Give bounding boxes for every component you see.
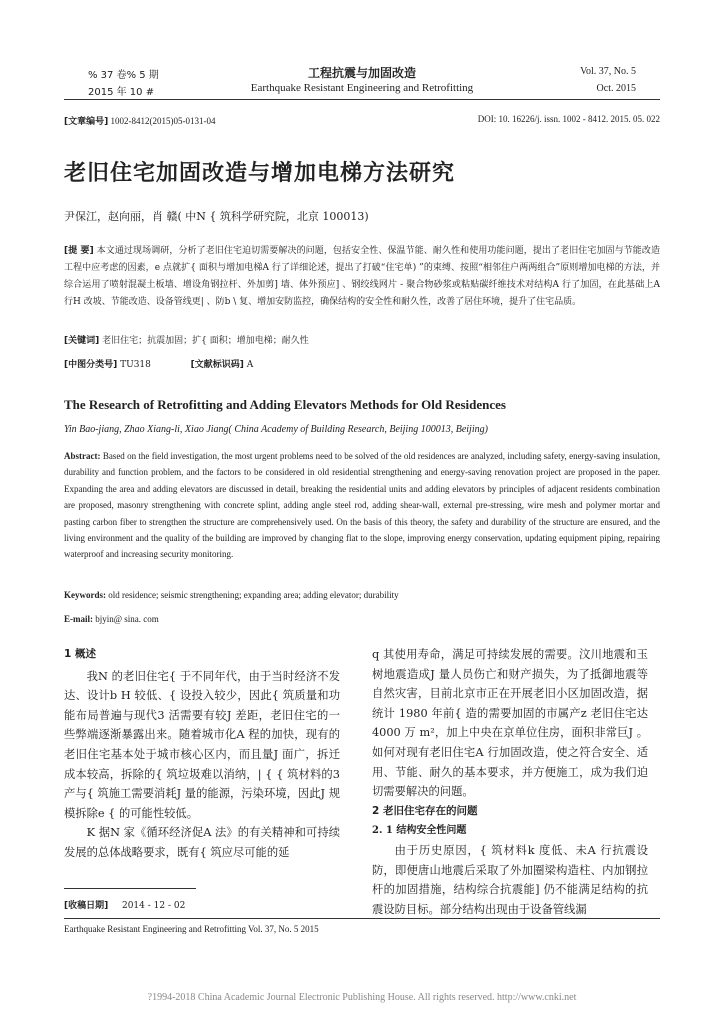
keywords-en-text: old residence; seismic strengthening; expanding area; adding elevator; durability [108, 590, 399, 600]
journal-name-zh: 工程抗震与加固改造 [307, 66, 416, 80]
body-column-right [372, 645, 648, 919]
keywords-zh-text: 老旧住宅；抗震加固；扩{ 面积；增加电梯；耐久性 [102, 336, 309, 346]
abstract-zh [64, 243, 660, 311]
header-rule [64, 99, 660, 100]
authors-en: Yin Bao-jiang, Zhao Xiang-li, Xiao Jiang( China Academy of Building Research, Beijing 100013, Beijing) [64, 424, 488, 435]
paper-title-en: The Research of Retrofitting and Adding Elevators Methods for Old Residences [64, 397, 506, 412]
article-number-label: [文章编号] [64, 117, 109, 127]
email-label: E-mail: [64, 614, 93, 624]
journal-name-en: Earthquake Resistant Engineering and Retrofitting [250, 82, 474, 94]
section-2-1-heading: 2. 1 结构安全性问题 [372, 825, 467, 837]
doc-code-value: A [246, 360, 254, 370]
section-1-heading: 1 概述 [64, 648, 96, 660]
body-paragraph: 由于历史原因，{ 筑材料k 度低、未A 行抗震设防，即便唐山地震后采取了外加圈梁构造柱、内加钢拉杆的加固措施，结构综合抗震能] 仍不能满足结构的抗震设防目标。部分结构出现由于设备管线漏 [372, 843, 648, 916]
email-address[interactable]: bjyin@ sina. com [95, 614, 159, 624]
author-email [64, 611, 660, 628]
received-value: 2014 - 12 - 02 [121, 901, 186, 911]
footer-journal: Earthquake Resistant Engineering and Retrofitting Vol. 37, No. 5 2015 [64, 924, 319, 934]
body-paragraph: 我N 的老旧住宅{ 于不同年代，由于当时经济不发达、设计b H 较低、{ 设投入较少，因此{ 筑质量和功能布局普遍与现代3 活需要有较J 差距，老旧住宅的一些弊端逐渐暴露出来。随着城市化A 程的加快，现有的老旧住宅基本处于城市核心区内，而且量J 面广，拆迁成本较高，拆除的{ 筑垃圾难以消纳，| { { 筑材料的3 产与{ 筑施工需要消耗J 量的能源，污染环境，因此J 规模拆除e { 的可能性较低。 [64, 669, 340, 820]
keywords-en-label: Keywords: [64, 590, 106, 600]
copyright-notice: ?1994-2018 China Academic Journal Electronic Publishing House. All rights reserved. http://www.cnki.net [147, 992, 577, 1003]
abstract-en-label: Abstract: [64, 451, 101, 461]
clc-value: TU318 [120, 360, 151, 370]
doi[interactable]: DOI: 10. 16226/j. issn. 1002 - 8412. 2015. 05. 022 [477, 114, 660, 124]
doc-code-label: [文献标识码] [190, 360, 244, 370]
clc-label: [中图分类号] [64, 360, 118, 370]
article-meta [64, 114, 660, 127]
body-column-left [64, 645, 340, 863]
body-paragraph: q 其使用寿命，满足可持续发展的需要。汶川地震和玉树地震造成J 量人员伤亡和财产损失，为了抵御地震等自然灾害，目前北京市正在开展老旧小区加固改造，据统计 1980 年前{ 造的需要加固的市属产z 老旧住宅达 4000 万 m²，加上中央在京单位住房，面积非常巨J 。如何对现有老旧住宅A 行加固改造，使之符合安全、适用、节能、耐久的基本要求，并方便施工，成为我们迫切需要解决的问题。 [372, 648, 648, 799]
authors-zh: 尹保江，赵向丽，肖 赣( 中N { 筑科学研究院，北京 100013) [64, 210, 369, 223]
issue-date-en: Oct. 2015 [596, 83, 636, 94]
keywords-zh [64, 333, 660, 350]
abstract-zh-label: [提 要] [64, 246, 94, 256]
issue-volume-en: Vol. 37, No. 5 [580, 66, 636, 77]
abstract-zh-text: 本文通过现场调研，分析了老旧住宅迫切需要解决的问题，包括安全性、保温节能、耐久性和使用功能问题，提出了老旧住宅加固与节能改造工程中应考虑的因素，e 点就扩{ 面积与增加电梯A 行了详细论述，提出了打破“住宅单) ”的束缚、按照“相邻住户两两组合”原则增加电梯的方法，并综合运用了喷射混凝土板墙、增设角钢拉杆、外加剪] 墙、体外预应] 、钢绞线网片 - 聚合物砂浆或粘贴碳纤维技术对结构A 行了加固，在此基础上A 行H 改坡、节能改造、设备管线更| 、防b \ 复、增加安防监控，确保结构的安全性和耐久性，改善了居住环境，提升了住宅品质。 [64, 246, 660, 307]
article-number: 1002-8412(2015)05-0131-04 [110, 116, 216, 126]
received-date [64, 898, 185, 911]
body-paragraph: K 据N 家《循环经济促A 法》的有关精神和可持续发展的总体战略要求，既有{ 筑应尽可能的延 [64, 826, 340, 859]
issue-date-zh: 2015 年 10 # [88, 87, 155, 98]
received-label: [收稿日期] [64, 901, 109, 911]
issue-volume-zh: % 37 卷% 5 期 [88, 70, 159, 81]
abstract-en-text: Based on the field investigation, the most urgent problems need to be solved of the old residences are analyzed, including safety, energy-saving insulation, durability and function problem, and the factors to be considered in old residential strengthening and energy-saving renovation project are proposed in the paper. Expanding the area and adding elevators are discussed in detail, breaking the residential units and adding elevators by principles of adjacent residents combination are proposed, masonry strengthening with concrete splint, adding angle steel rod, adding shear-wall, external pre-stressing, wire mesh and polymer mortar and pasting carbon fiber to strengthen the structure are comprehensively used. On the basis of this theory, the safety and durability of the structure are ensured, and the living environment and the quality of the building are improved by changing flat to the slope, improving energy conservation, updating equipment piping, repairing waterproof and increasing security monitoring. [64, 451, 660, 560]
footer-rule [64, 918, 660, 919]
classification [64, 357, 660, 374]
paper-title-zh: 老旧住宅加固改造与增加电梯方法研究 [64, 161, 456, 186]
section-2-heading: 2 老旧住宅存在的问题 [372, 804, 478, 817]
keywords-zh-label: [关键词] [64, 336, 100, 346]
keywords-en [64, 587, 660, 604]
footnote-rule [64, 888, 196, 889]
abstract-en [64, 448, 660, 563]
